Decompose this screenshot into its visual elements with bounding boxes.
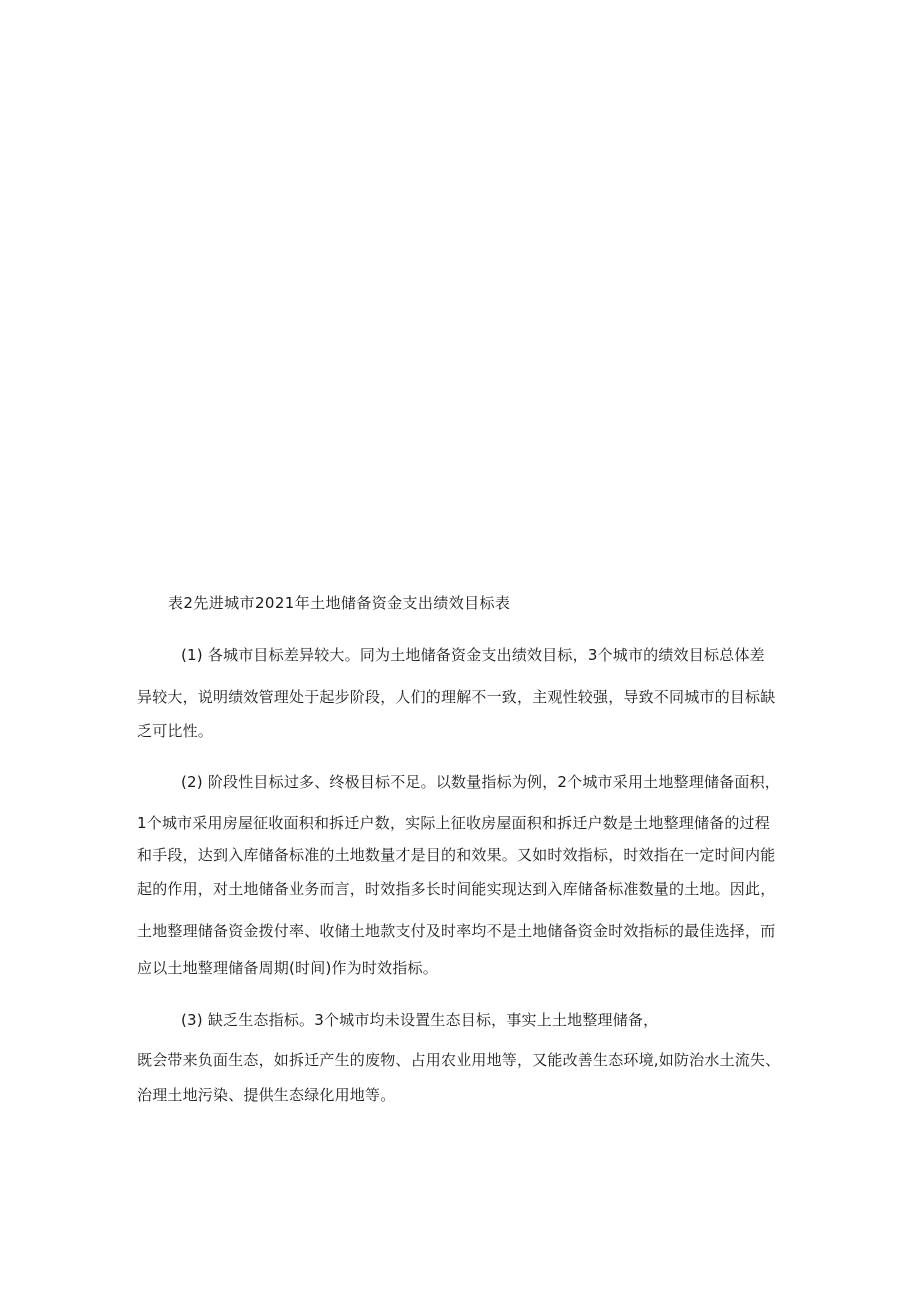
table-caption: 表2先进城市2021年土地储备资金支出绩效目标表 bbox=[168, 594, 511, 612]
paragraph-line: 和手段，达到入库储备标准的土地数量才是目的和效果。又如时效指标，时效指在一定时间内能 bbox=[137, 846, 776, 864]
paragraph-line: (2) 阶段性目标过多、终极目标不足。以数量指标为例，2个城市采用土地整理储备面积， bbox=[181, 773, 780, 791]
paragraph-line: 应以土地整理储备周期(时间)作为时效指标。 bbox=[137, 959, 438, 977]
paragraph-line: 既会带来负面生态，如拆迁产生的废物、占用农业用地等，又能改善生态环境,如防治水土流失、 bbox=[137, 1051, 781, 1069]
paragraph-line: 异较大，说明绩效管理处于起步阶段，人们的理解不一致，主观性较强，导致不同城市的目标缺 bbox=[137, 688, 776, 706]
paragraph-line: 治理土地污染、提供生态绿化用地等。 bbox=[137, 1086, 396, 1104]
paragraph-line: 土地整理储备资金拨付率、收储土地款支付及时率均不是土地储备资金时效指标的最佳选择，而 bbox=[137, 922, 776, 940]
paragraph-line: 乏可比性。 bbox=[137, 722, 214, 740]
paragraph-line: (3) 缺乏生态指标。3个城市均未设置生态目标，事实上土地整理储备， bbox=[181, 1011, 659, 1029]
paragraph-line: 起的作用，对土地储备业务而言，时效指多长时间能实现达到入库储备标准数量的土地。因此， bbox=[137, 880, 776, 898]
paragraph-line: 1个城市采用房屋征收面积和拆迁户数，实际上征收房屋面积和拆迁户数是土地整理储备的过程 bbox=[137, 814, 770, 832]
paragraph-line: (1) 各城市目标差异较大。同为土地储备资金支出绩效目标，3个城市的绩效目标总体差 bbox=[181, 646, 765, 664]
